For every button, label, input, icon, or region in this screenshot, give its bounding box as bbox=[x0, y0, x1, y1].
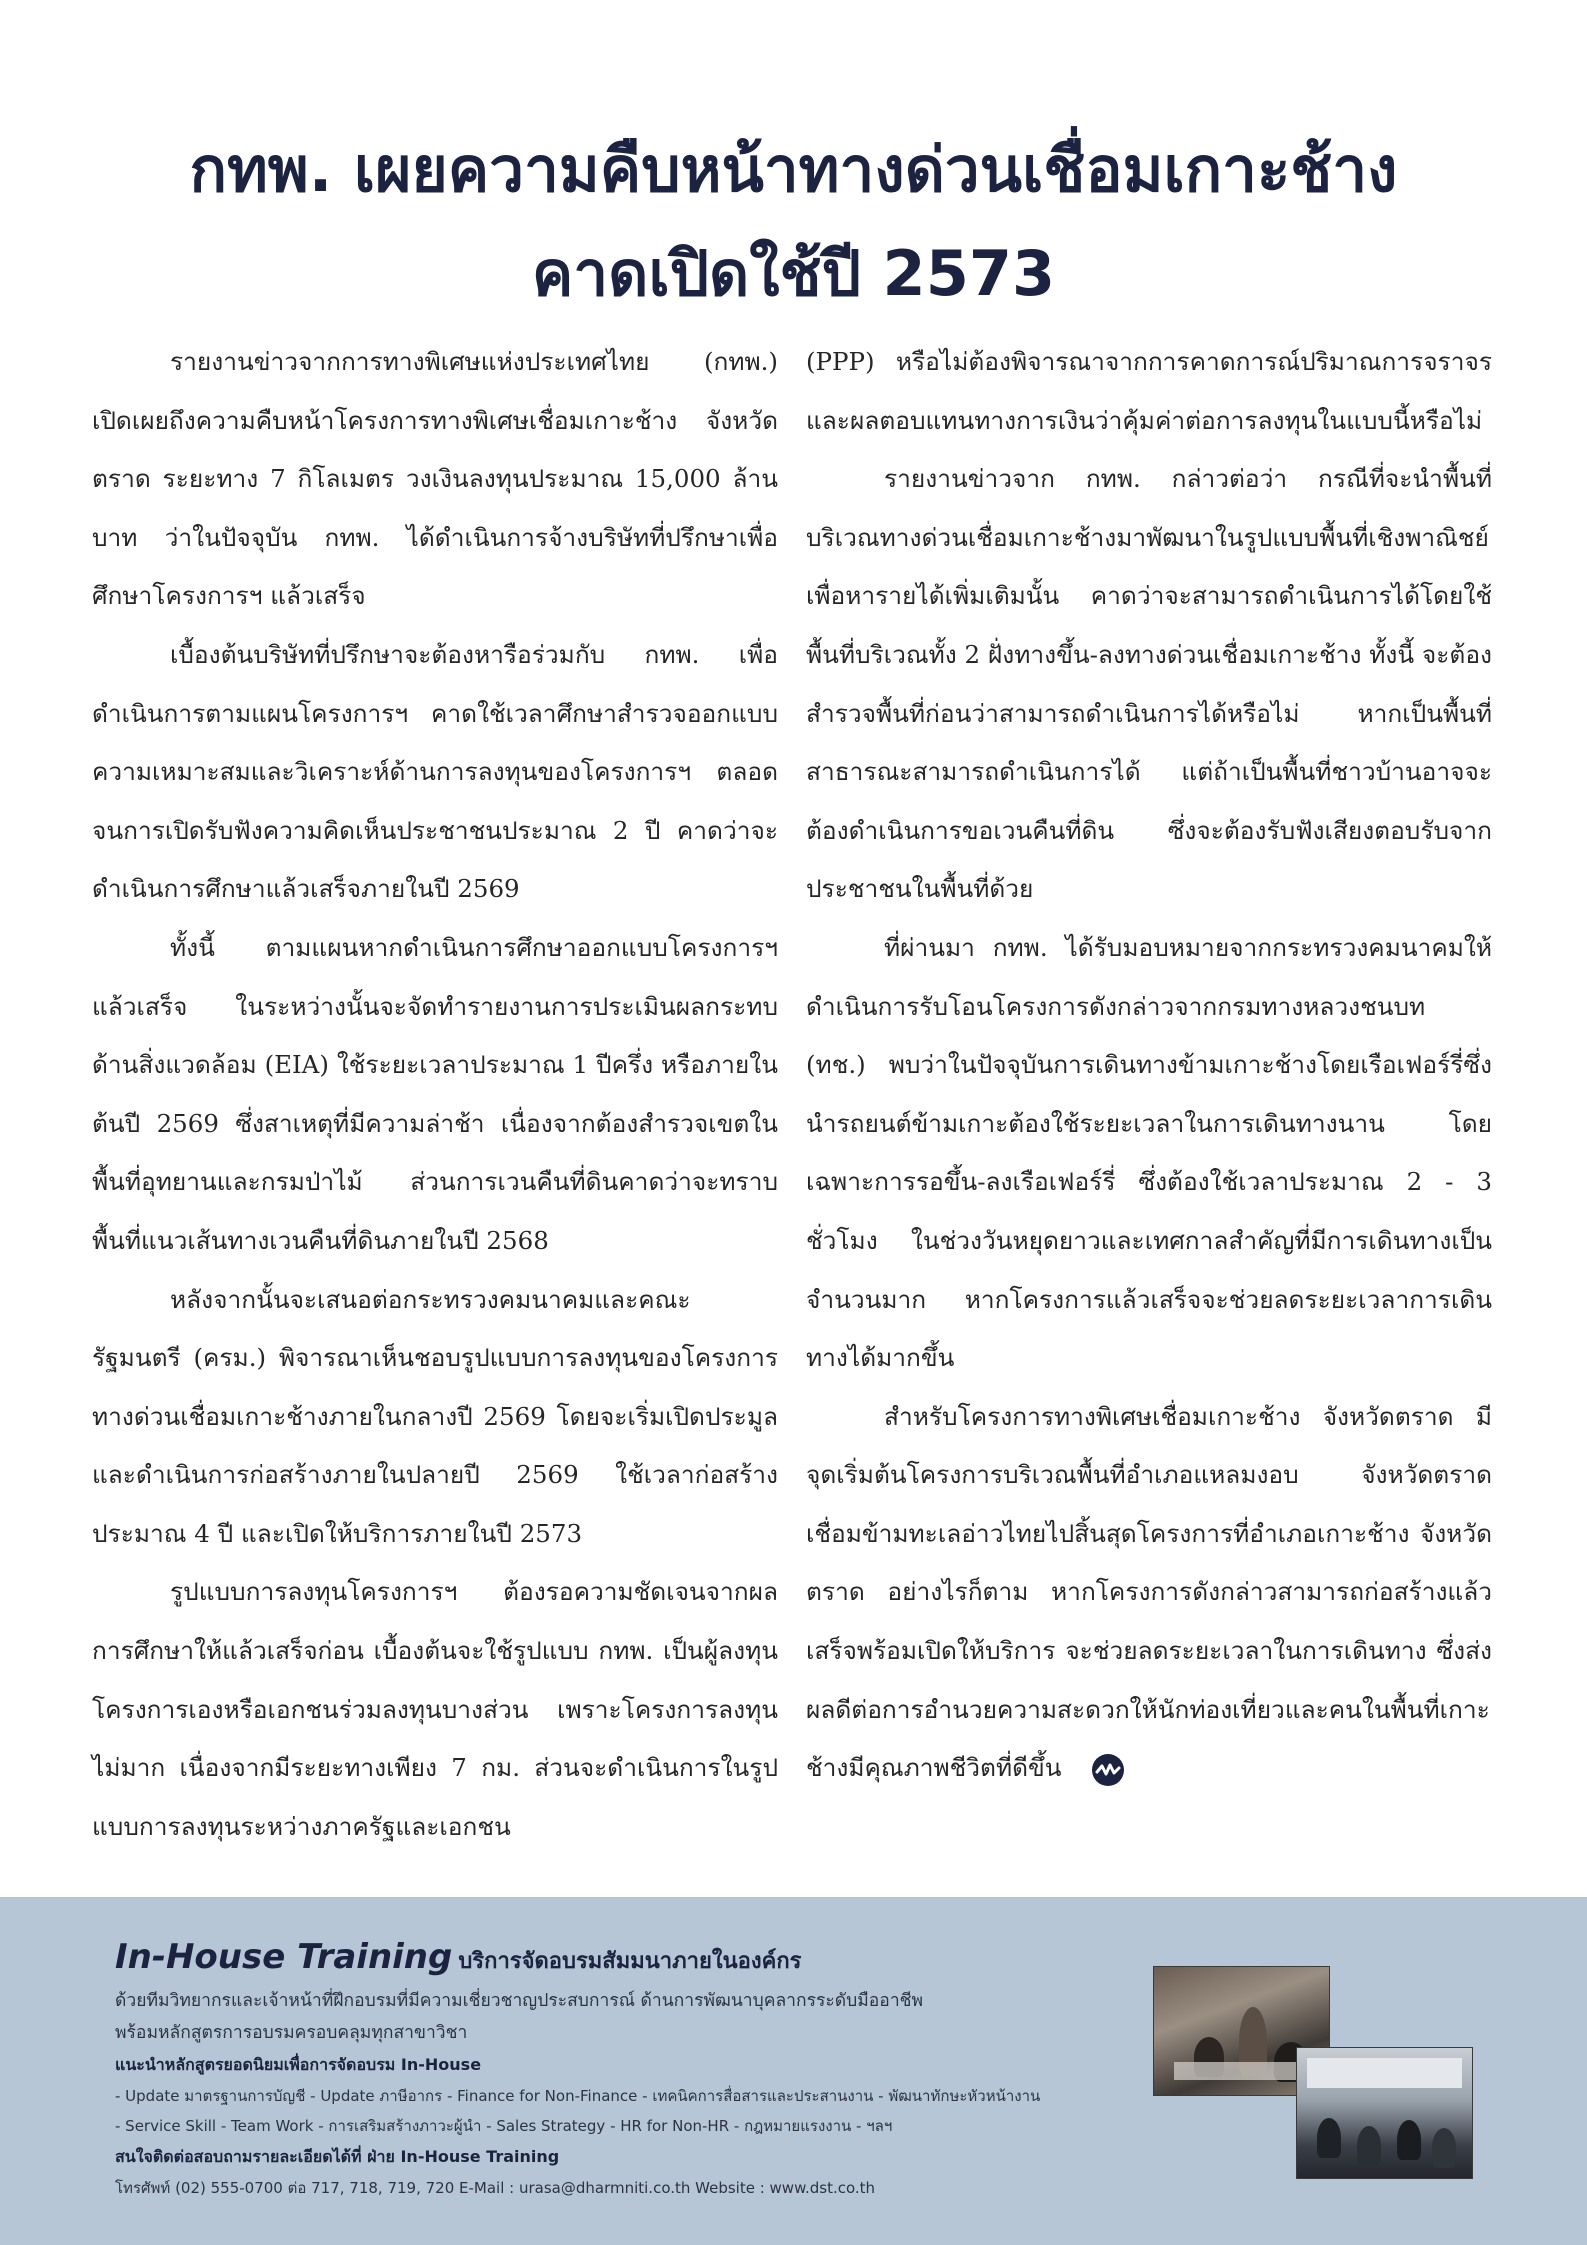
wave-logo-icon bbox=[1092, 1754, 1124, 1786]
footer-contact-heading: สนใจติดต่อสอบถามรายละเอียดได้ที่ ฝ่าย In-House Training bbox=[115, 2147, 560, 2166]
paragraph: ทั้งนี้ ตามแผนหากดำเนินการศึกษาออกแบบโครงการฯ แล้วเสร็จ ในระหว่างนั้นจะจัดทำรายงานการประเมินผลกระทบด้านสิ่งแวดล้อม (EIA) ใช้ระยะเวลาประมาณ 1 ปีครึ่ง หรือภายในต้นปี 2569 ซึ่งสาเหตุที่มีความล่าช้า เนื่องจากต้องสำรวจเขตในพื้นที่อุทยานและกรมป่าไม้ ส่วนการเวนคืนที่ดินคาดว่าจะทราบพื้นที่แนวเส้นทางเวนคืนที่ดินภายในปี 2568 bbox=[92, 932, 778, 1255]
footer-text bbox=[115, 1985, 1115, 2203]
headline-line-2: คาดเปิดใช้ปี 2573 bbox=[531, 237, 1056, 310]
paragraph: รายงานข่าวจากการทางพิเศษแห่งประเทศไทย (กทพ.) เปิดเผยถึงความคืบหน้าโครงการทางพิเศษเชื่อมเกาะช้าง จังหวัดตราด ระยะทาง 7 กิโลเมตร วงเงินลงทุนประมาณ 15,000 ล้านบาท ว่าในปัจจุบัน กทพ. ได้ดำเนินการจ้างบริษัทที่ปรึกษาเพื่อศึกษาโครงการฯ แล้วเสร็จ bbox=[92, 347, 778, 611]
footer-title-main: In-House Training bbox=[115, 1937, 453, 1977]
footer-courses-line: - Service Skill - Team Work - การเสริมสร้างภาวะผู้นำ - Sales Strategy - HR for Non-HR - กฎหมายแรงงาน - ฯลฯ bbox=[115, 2117, 893, 2135]
paragraph: รายงานข่าวจาก กทพ. กล่าวต่อว่า กรณีที่จะนำพื้นที่บริเวณทางด่วนเชื่อมเกาะช้างมาพัฒนาในรูปแบบพื้นที่เชิงพาณิชย์เพื่อหารายได้เพิ่มเติมนั้น คาดว่าจะสามารถดำเนินการได้โดยใช้พื้นที่บริเวณทั้ง 2 ฝั่งทางขึ้น-ลงทางด่วนเชื่อมเกาะช้าง ทั้งนี้ จะต้องสำรวจพื้นที่ก่อนว่าสามารถดำเนินการได้หรือไม่ หากเป็นพื้นที่สาธารณะสามารถดำเนินการได้ แต่ถ้าเป็นพื้นที่ชาวบ้านอาจจะต้องดำเนินการขอเวนคืนที่ดิน ซึ่งจะต้องรับฟังเสียงตอบรับจากประชาชนในพื้นที่ด้วย bbox=[806, 464, 1492, 904]
article-column-left bbox=[92, 333, 778, 1853]
headline-line-1: กทพ. เผยความคืบหน้าทางด่วนเชื่อมเกาะช้าง bbox=[189, 133, 1398, 206]
footer-title bbox=[115, 1937, 801, 1978]
paragraph: (PPP) หรือไม่ต้องพิจารณาจากการคาดการณ์ปริมาณการจราจรและผลตอบแทนทางการเงินว่าคุ้มค่าต่อการลงทุนในแบบนี้หรือไม่ bbox=[806, 347, 1492, 435]
paragraph-last bbox=[806, 1388, 1492, 1798]
footer-desc-line: ด้วยทีมวิทยากรและเจ้าหน้าที่ฝึกอบรมที่มีความเชี่ยวชาญประสบการณ์ ด้านการพัฒนาบุคลากรระดับมืออาชีพ bbox=[115, 1991, 924, 2011]
headline bbox=[0, 118, 1587, 326]
footer-courses-line: - Update มาตรฐานการบัญชี - Update ภาษีอากร - Finance for Non-Finance - เทคนิคการสื่อสารและประสานงาน - พัฒนาทักษะหัวหน้างาน bbox=[115, 2087, 1041, 2105]
paragraph-text: สำหรับโครงการทางพิเศษเชื่อมเกาะช้าง จังหวัดตราด มีจุดเริ่มต้นโครงการบริเวณพื้นที่อำเภอแหลมงอบ จังหวัดตราด เชื่อมข้ามทะเลอ่าวไทยไปสิ้นสุดโครงการที่อำเภอเกาะช้าง จังหวัดตราด อย่างไรก็ตาม หากโครงการดังกล่าวสามารถก่อสร้างแล้วเสร็จพร้อมเปิดให้บริการ จะช่วยลดระยะเวลาในการเดินทาง ซึ่งส่งผลดีต่อการอำนวยความสะดวกให้นักท่องเที่ยวและคนในพื้นที่เกาะช้างมีคุณภาพชีวิตที่ดีขึ้น bbox=[806, 1401, 1492, 1783]
footer-title-sub: บริการจัดอบรมสัมมนาภายในองค์กร bbox=[458, 1949, 802, 1974]
paragraph: รูปแบบการลงทุนโครงการฯ ต้องรอความชัดเจนจากผลการศึกษาให้แล้วเสร็จก่อน เบื้องต้นจะใช้รูปแบบ กทพ. เป็นผู้ลงทุนโครงการเองหรือเอกชนร่วมลงทุนบางส่วน เพราะโครงการลงทุนไม่มาก เนื่องจากมีระยะทางเพียง 7 กม. ส่วนจะดำเนินการในรูปแบบการลงทุนระหว่างภาครัฐและเอกชน bbox=[92, 1577, 778, 1841]
paragraph: ที่ผ่านมา กทพ. ได้รับมอบหมายจากกระทรวงคมนาคมให้ดำเนินการรับโอนโครงการดังกล่าวจากกรมทางหลวงชนบท (ทช.) พบว่าในปัจจุบันการเดินทางข้ามเกาะช้างโดยเรือเฟอร์รี่ซึ่งนำรถยนต์ข้ามเกาะต้องใช้ระยะเวลาในการเดินทางนาน โดยเฉพาะการรอขึ้น-ลงเรือเฟอร์รี่ ซึ่งต้องใช้เวลาประมาณ 2 - 3 ชั่วโมง ในช่วงวันหยุดยาวและเทศกาลสำคัญที่มีการเดินทางเป็นจำนวนมาก หากโครงการแล้วเสร็จจะช่วยลดระยะเวลาการเดินทางได้มากขึ้น bbox=[806, 932, 1492, 1373]
training-photo-2 bbox=[1296, 2047, 1473, 2179]
footer-desc-line: พร้อมหลักสูตรการอบรมครอบคลุมทุกสาขาวิชา bbox=[115, 2023, 468, 2043]
footer-contact-line: โทรศัพท์ (02) 555-0700 ต่อ 717, 718, 719, 720 E-Mail : urasa@dharmniti.co.th Website : www.dst.co.th bbox=[115, 2179, 876, 2197]
paragraph: หลังจากนั้นจะเสนอต่อกระทรวงคมนาคมและคณะรัฐมนตรี (ครม.) พิจารณาเห็นชอบรูปแบบการลงทุนของโครงการทางด่วนเชื่อมเกาะช้างภายในกลางปี 2569 โดยจะเริ่มเปิดประมูลและดำเนินการก่อสร้างภายในปลายปี 2569 ใช้เวลาก่อสร้างประมาณ 4 ปี และเปิดให้บริการภายในปี 2573 bbox=[92, 1284, 778, 1548]
article-column-right bbox=[806, 333, 1492, 1853]
footer-courses-heading: แนะนำหลักสูตรยอดนิยมเพื่อการจัดอบรม In-House bbox=[115, 2055, 482, 2074]
footer-banner bbox=[0, 1897, 1587, 2245]
paragraph: เบื้องต้นบริษัทที่ปรึกษาจะต้องหารือร่วมกับ กทพ. เพื่อดำเนินการตามแผนโครงการฯ คาดใช้เวลาศึกษาสำรวจออกแบบความเหมาะสมและวิเคราะห์ด้านการลงทุนของโครงการฯ ตลอดจนการเปิดรับฟังความคิดเห็นประชาชนประมาณ 2 ปี คาดว่าจะดำเนินการศึกษาแล้วเสร็จภายในปี 2569 bbox=[92, 639, 778, 904]
article-body bbox=[92, 333, 1492, 1853]
